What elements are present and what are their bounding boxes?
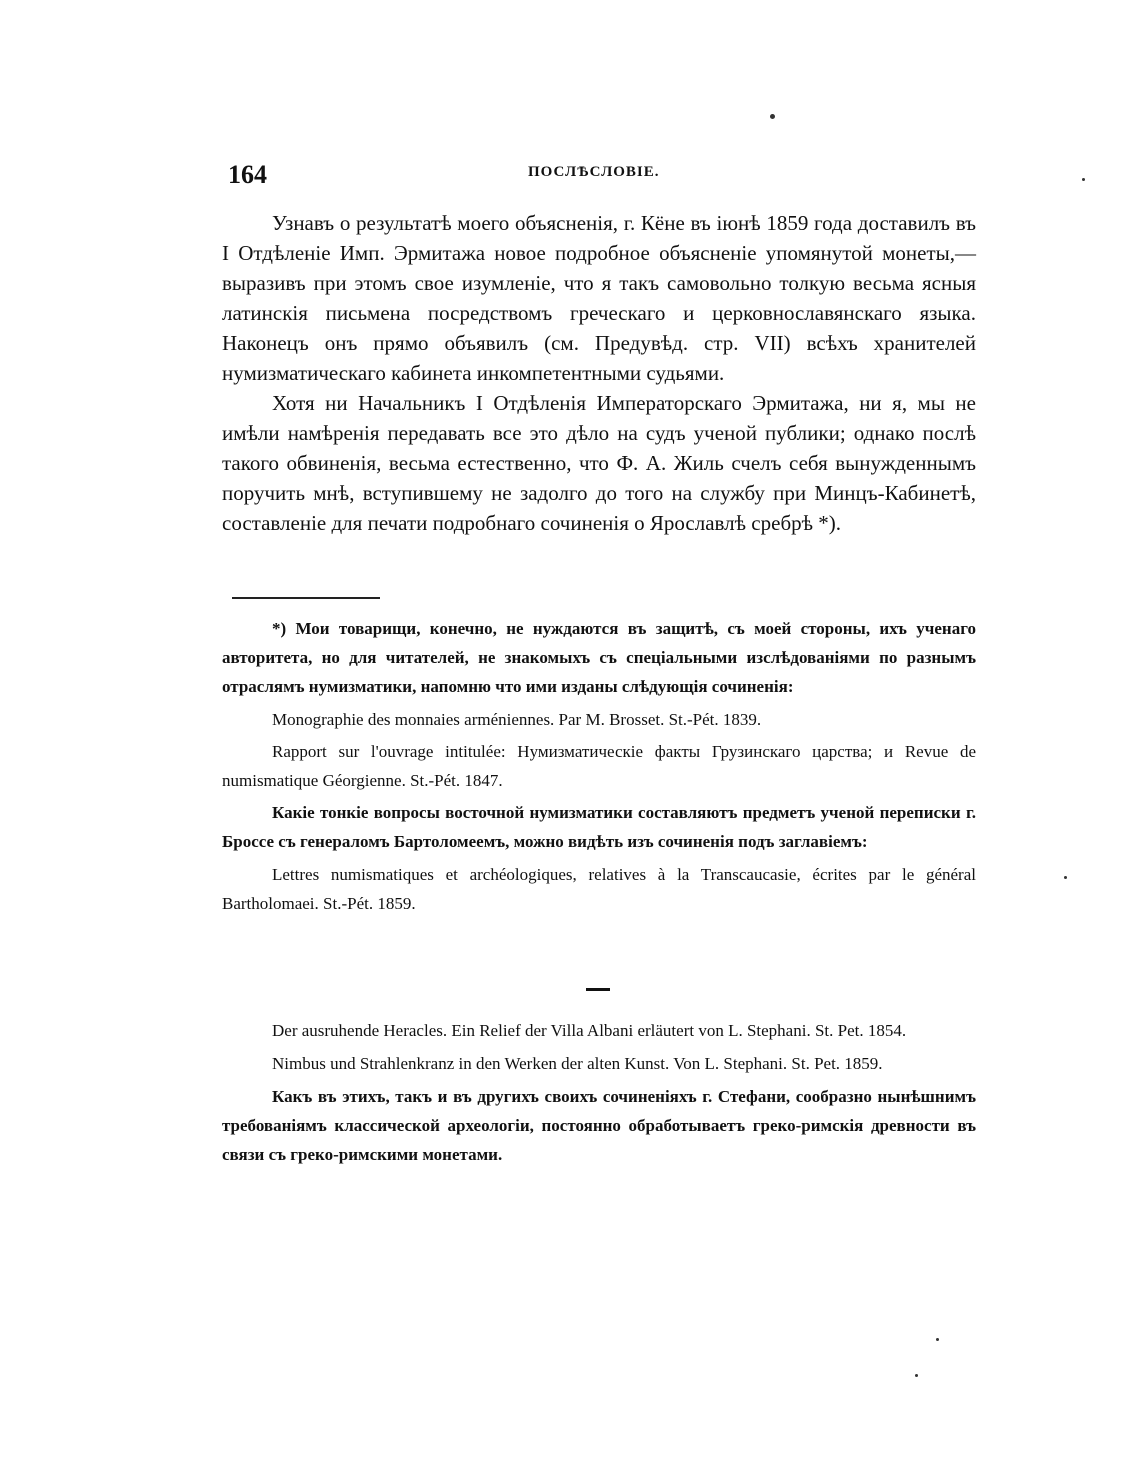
main-paragraph-2: Хотя ни Начальникъ I Отдѣленія Императорскаго Эрмитажа, ни я, мы не имѣли намѣренія передавать все это дѣло на судъ ученой публики; однако послѣ такого обвиненія, весьма естественно, что Ф. А. Жиль счелъ себя вынужденнымъ поручить мнѣ, вступившему не задолго до того на службу при Минцъ-Кабинетѣ, составленіе для печати подробнаго сочиненія о Ярославлѣ сребрѣ *). xyxy=(222,391,976,535)
footnote-paragraph-correspondence: Какіе тонкіе вопросы восточной нумизматики составляютъ предметъ ученой переписки г. Броссе съ генераломъ Бартоломеемъ, можно видѣть изъ сочиненія подъ заглавіемъ: xyxy=(222,803,976,851)
stephani-paragraph: Какъ въ этихъ, такъ и въ другихъ своихъ сочиненіяхъ г. Стефани, сообразно нынѣшнимъ требованіямъ классической археологіи, постоянно обработываетъ греко-римскія древности въ связи съ греко-римскими монетами. xyxy=(222,1087,976,1164)
footnote-paragraph-1: *) Мои товарищи, конечно, не нуждаются въ защитѣ, съ моей стороны, ихъ ученаго авторитета, но для читателей, не знакомыхъ съ спеціальными изслѣдованіями по разнымъ отраслямъ нумизматики, напомню что ими изданы слѣдующія сочиненія: xyxy=(222,619,976,696)
scan-speck xyxy=(1064,876,1067,879)
reference-heracles: Der ausruhende Heracles. Ein Relief der Villa Albani erläutert von L. Stephani. St. Pet. 1854. xyxy=(272,1021,907,1040)
footnote xyxy=(222,614,976,918)
scan-speck xyxy=(770,114,775,119)
footnote-separator xyxy=(232,597,380,599)
scan-speck xyxy=(936,1338,939,1341)
stephani-references xyxy=(222,1016,976,1169)
section-dash xyxy=(586,988,610,991)
running-title: ПОСЛѢСЛОВІЕ. xyxy=(528,164,660,180)
reference-nimbus: Nimbus und Strahlenkranz in den Werken der alten Kunst. Von L. Stephani. St. Pet. 1859. xyxy=(272,1054,883,1073)
footnote-reference-rapport: Rapport sur l'ouvrage intitulée: Нумизматическіе факты Грузинскаго царства; и Revue de numismatique Géorgienne. St.-Pét. 1847. xyxy=(222,742,976,790)
footnote-reference-bartholomaei: Lettres numismatiques et archéologiques, relatives à la Transcaucasie, écrites par le général Bartholomaei. St.-Pét. 1859. xyxy=(222,865,976,913)
main-paragraph-1: Узнавъ о результатѣ моего объясненія, г. Кёне въ іюнѣ 1859 года доставилъ въ I Отдѣленіе Имп. Эрмитажа новое подробное объясненіе упомянутой монеты,—выразивъ при этомъ свое изумленіе, что я такъ самовольно толкую весьма ясныя латинскія письмена посредствомъ греческаго и церковнославянскаго языка. Наконецъ онъ прямо объявилъ (см. Предувѣд. стр. VII) всѣхъ хранителей нумизматическаго кабинета инкомпетентными судьями. xyxy=(222,211,976,385)
scan-speck xyxy=(1082,178,1085,181)
scan-speck xyxy=(915,1374,918,1377)
page-number: 164 xyxy=(228,160,267,189)
main-text xyxy=(222,208,976,538)
footnote-reference-brosset: Monographie des monnaies arméniennes. Par M. Brosset. St.-Pét. 1839. xyxy=(272,710,762,729)
